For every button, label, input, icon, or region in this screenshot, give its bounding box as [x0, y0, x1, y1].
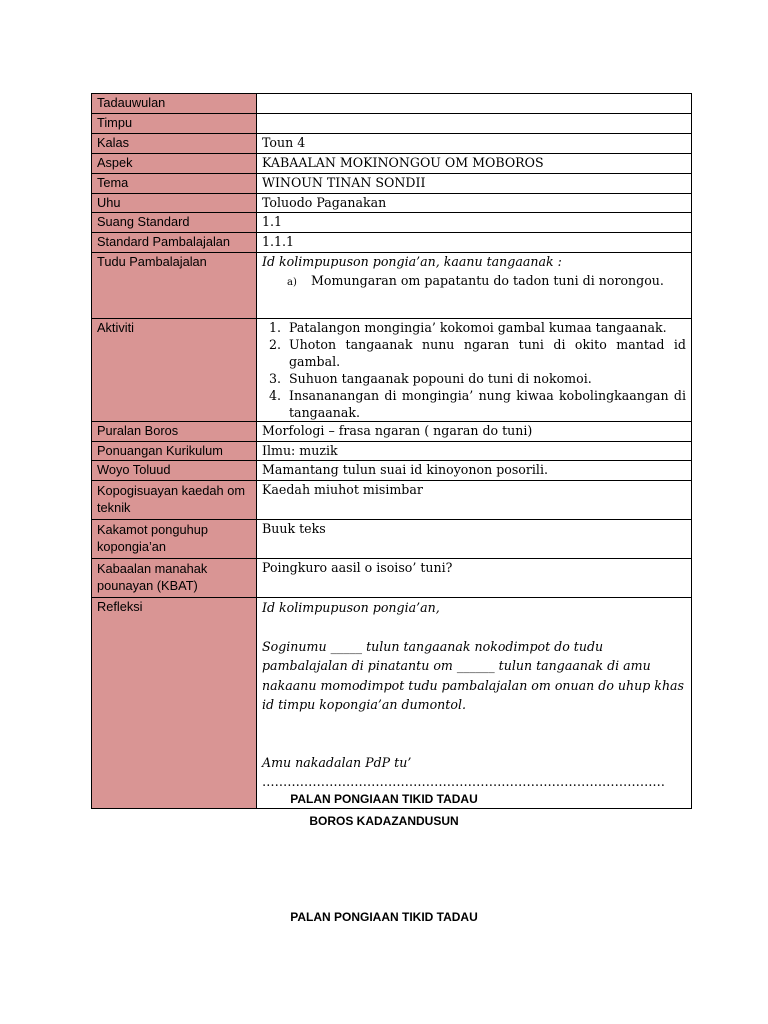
footer-subtitle: BOROS KADAZANDUSUN [309, 814, 459, 828]
value-tudu-pambalajalan [257, 253, 692, 319]
row-tadauwulan [92, 94, 692, 114]
row-aspek [92, 154, 692, 174]
row-tema [92, 174, 692, 194]
value-aspek: KABAALAN MOKINONGOU OM MOBOROS [257, 154, 692, 174]
row-timpu [92, 114, 692, 134]
refleksi-paragraph: Soginumu _____ tulun tangaanak nokodimpot do tudu pambalajalan di pinatantu om ______ tulun tangaanak di amu nakaanu momodimpot tudu pambalajalan om onuan do uhup khas id timpu kopongia’an dumontol. [262, 638, 685, 712]
value-tadauwulan [257, 94, 692, 114]
tudu-intro: Id kolimpupuson pongia’an, kaanu tangaanak : [262, 254, 562, 269]
row-tudu-pambalajalan [92, 253, 692, 319]
label-kbat: Kabaalan manahak pounayan (KBAT) [92, 559, 257, 598]
refleksi-line-3: Amu nakadalan PdP tu’ [262, 754, 412, 770]
label-kalas: Kalas [92, 134, 257, 154]
row-ponuangan-kurikulum [92, 442, 692, 461]
value-timpu [257, 114, 692, 134]
refleksi-dotted-line: …………………………………………………………………………………… [262, 774, 665, 789]
label-uhu: Uhu [92, 194, 257, 213]
aktiviti-item-3: 3. Suhuon tangaanak popouni do tuni di nokomoi. [285, 370, 686, 387]
label-ponuangan-kurikulum: Ponuangan Kurikulum [92, 442, 257, 461]
value-refleksi [257, 598, 692, 809]
value-tema: WINOUN TINAN SONDII [257, 174, 692, 194]
aktiviti-list [262, 319, 686, 421]
tudu-list-text: Momungaran om papatantu do tadon tuni di norongou. [311, 273, 664, 288]
row-aktiviti [92, 319, 692, 422]
value-kakamot: Buuk teks [257, 520, 692, 559]
value-woyo-toluud: Mamantang tulun suai id kinoyonon posorili. [257, 461, 692, 481]
tudu-list-item [287, 272, 686, 291]
row-puralan-boros [92, 422, 692, 442]
refleksi-line-1: Id kolimpupuson pongia’an, [262, 600, 440, 615]
row-woyo-toluud [92, 461, 692, 481]
label-tema: Tema [92, 174, 257, 194]
row-suang-standard [92, 213, 692, 233]
label-woyo-toluud: Woyo Toluud [92, 461, 257, 481]
tudu-list-marker: a) [287, 277, 297, 288]
value-kopogisuayan: Kaedah miuhot misimbar [257, 481, 692, 520]
value-kalas: Toun 4 [257, 134, 692, 154]
value-puralan-boros: Morfologi – frasa ngaran ( ngaran do tuni) [257, 422, 692, 442]
label-tadauwulan: Tadauwulan [92, 94, 257, 114]
label-tudu-pambalajalan: Tudu Pambalajalan [92, 253, 257, 319]
row-refleksi [92, 598, 692, 809]
value-uhu: Toluodo Paganakan [257, 194, 692, 213]
footer-title-1: PALAN PONGIAAN TIKID TADAU [290, 792, 478, 806]
row-kalas [92, 134, 692, 154]
label-refleksi: Refleksi [92, 598, 257, 809]
row-uhu [92, 194, 692, 213]
aktiviti-item-1: 1. Patalangon mongingia’ kokomoi gambal kumaa tangaanak. [285, 319, 686, 336]
label-kakamot: Kakamot ponguhup kopongia’an [92, 520, 257, 559]
footer-title-2: PALAN PONGIAAN TIKID TADAU [290, 910, 478, 924]
label-aspek: Aspek [92, 154, 257, 174]
label-suang-standard: Suang Standard [92, 213, 257, 233]
label-aktiviti: Aktiviti [92, 319, 257, 422]
lesson-plan-table [91, 93, 692, 809]
value-suang-standard: 1.1 [257, 213, 692, 233]
value-standard-pambalajalan: 1.1.1 [257, 233, 692, 253]
aktiviti-item-2: 2. Uhoton tangaanak nunu ngaran tuni di okito mantad id gambal. [285, 336, 686, 370]
value-aktiviti [257, 319, 692, 422]
row-kopogisuayan [92, 481, 692, 520]
value-kbat: Poingkuro aasil o isoiso’ tuni? [257, 559, 692, 598]
row-kbat [92, 559, 692, 598]
label-standard-pambalajalan: Standard Pambalajalan [92, 233, 257, 253]
label-kopogisuayan: Kopogisuayan kaedah om teknik [92, 481, 257, 520]
label-timpu: Timpu [92, 114, 257, 134]
value-ponuangan-kurikulum: Ilmu: muzik [257, 442, 692, 461]
aktiviti-item-4: 4. Insananangan di mongingia’ nung kiwaa kobolingkaangan di tangaanak. [285, 387, 686, 421]
label-puralan-boros: Puralan Boros [92, 422, 257, 442]
row-kakamot [92, 520, 692, 559]
row-standard-pambalajalan [92, 233, 692, 253]
